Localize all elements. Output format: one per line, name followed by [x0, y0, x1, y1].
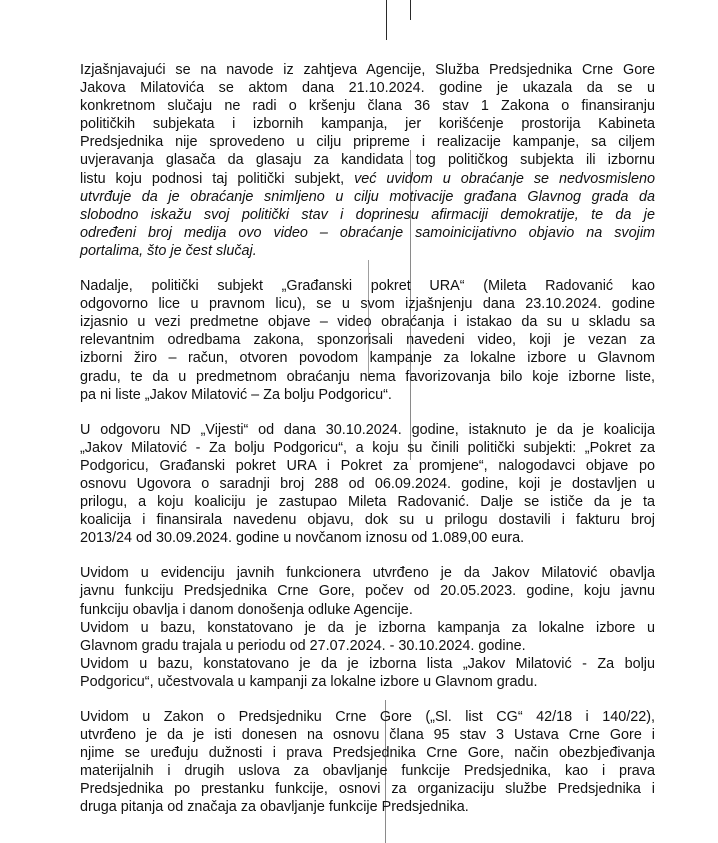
- text-line: političkih subjekata i izbornih kampanja, jer korišćenje prostorija Kabineta: [80, 116, 655, 133]
- text-line: Predsjednika nije sprovedeno u cilju pripreme i realizacije kampanje, sa ciljem: [80, 134, 655, 151]
- text-line: Nadalje, politički subjekt „Građanski pokret URA“ (Mileta Radovanić kao: [80, 278, 655, 295]
- text-line: Glavnom gradu trajala u periodu od 27.07.2024. - 30.10.2024. godine.: [80, 637, 526, 654]
- scan-artifact-line: [386, 0, 387, 40]
- text-line: slobodno iskažu svoj politički stav i doprinesu afirmaciji demokratije, te da je: [80, 206, 655, 223]
- text-line: [80, 170, 655, 188]
- text-line: njime se uređuju dužnosti i prava Predsjednika Crne Gore, način obezbjeđivanja: [80, 745, 655, 762]
- text-line: relevantnim odredbama zakona, sponzorisali navedeni video, koji je vezan za: [80, 332, 655, 349]
- text-line: utvrđuje da je obraćanje snimljeno u cilju motivacije građana Glavnog grada da: [80, 188, 655, 205]
- text-line: „Jakov Milatović - Za bolju Podgoricu“, a koju su činili politički subjekti: „Pokret za: [80, 439, 655, 456]
- paragraph: [80, 421, 655, 548]
- paragraph: [80, 564, 655, 618]
- text-line: Uvidom u bazu, konstatovano je da je izborna kampanja za lokalne izbore u: [80, 619, 655, 636]
- text-line: Izjašnjavajući se na navode iz zahtjeva Agencije, Služba Predsjednika Crne Gore: [80, 62, 655, 78]
- document-body: [80, 61, 655, 834]
- text-line: Uvidom u bazu, konstatovano je da je izborna lista „Jakov Milatović - Za bolju: [80, 655, 655, 672]
- text-line: osnovu Ugovora o saradnji broj 288 od 06.09.2024. godine, koji je dostavljen u: [80, 475, 655, 492]
- text-line: koalicija i finansirala navedenu objavu, dok su u prilogu dostavili i fakturu broj: [80, 512, 655, 529]
- text-line: javnu funkciju Predsjednika Crne Gore, počev od 20.05.2023. godine, koju javnu: [80, 583, 655, 600]
- text-line: pa ni liste „Jakov Milatović – Za bolju Podgoricu“.: [80, 386, 392, 403]
- text-line: izborni žiro – račun, otvoren povodom kampanje za lokalne izbore u Glavnom: [80, 350, 655, 367]
- text-line: Podgoricu“, učestvovala u kampanji za lokalne izbore u Glavnom gradu.: [80, 673, 538, 690]
- text-line: određeni broj medija ovo video – obraćanje samoinicijativno objavio na svojim: [80, 224, 655, 241]
- text-line: konkretnom slučaju ne radi o kršenju člana 36 stav 1 Zakona o finansiranju: [80, 98, 655, 115]
- text-line: prilogu, a koju koaliciju je zastupao Mileta Radovanić. Dalje se ističe da je ta: [80, 494, 655, 511]
- paragraph: [80, 619, 655, 655]
- text-plain: listu koju podnosi taj politički subjekt,: [80, 170, 355, 187]
- text-line: Jakova Milatovića se aktom dana 21.10.2024. godine je ukazala da se u: [80, 80, 655, 97]
- text-line: materijalnih i drugih uslova za obavljanje funkcije Predsjednika, kao i prava: [80, 763, 655, 780]
- paragraph: [80, 708, 655, 817]
- paragraph: [80, 655, 655, 691]
- text-line: U odgovoru ND „Vijesti“ od dana 30.10.2024. godine, istaknuto je da je koalicija: [80, 421, 655, 438]
- text-line: Uvidom u Zakon o Predsjedniku Crne Gore („Sl. list CG“ 42/18 i 140/22),: [80, 709, 655, 725]
- paragraph: [80, 61, 655, 260]
- text-line: druga pitanja od značaja za obavljanje funkcije Predsjednika.: [80, 799, 469, 816]
- text-line: gradu, te da u predmetnom obraćanju nema favorizovanja bilo koje izborne liste,: [80, 368, 655, 385]
- text-line: utvrđeno je da je isti donesen na osnovu člana 95 stav 3 Ustava Crne Gore i: [80, 727, 655, 744]
- text-line: odgovorno lice u pravnom licu), se u svom izjašnjenju dana 23.10.2024. godine: [80, 296, 655, 313]
- text-italic: već uvidom u obraćanje se nedvosmisleno: [354, 170, 655, 187]
- scan-artifact-line: [410, 0, 411, 20]
- text-line: funkciju obavlja i danom donošenja odluke Agencije.: [80, 601, 413, 618]
- text-line: portalima, što je čest slučaj.: [80, 242, 257, 259]
- text-line: Uvidom u evidenciju javnih funkcionera utvrđeno je da Jakov Milatović obavlja: [80, 565, 655, 582]
- text-line: Predsjednika po prestanku funkcije, osnovi za organizaciju službe Predsjednika i: [80, 781, 655, 798]
- text-line: 2013/24 od 30.09.2024. godine u novčanom iznosu od 1.089,00 eura.: [80, 530, 525, 547]
- text-line: uvjeravanja glasača da glasaju za kandidata tog političkog subjekta ili izbornu: [80, 152, 655, 169]
- paragraph: [80, 277, 655, 404]
- text-line: izjasnio u vezi predmetne objave – video obraćanja i istakao da su u skladu sa: [80, 314, 655, 331]
- text-line: Podgoricu, Građanski pokret URA i Pokret za promjene“, nalogodavci objave po: [80, 457, 655, 474]
